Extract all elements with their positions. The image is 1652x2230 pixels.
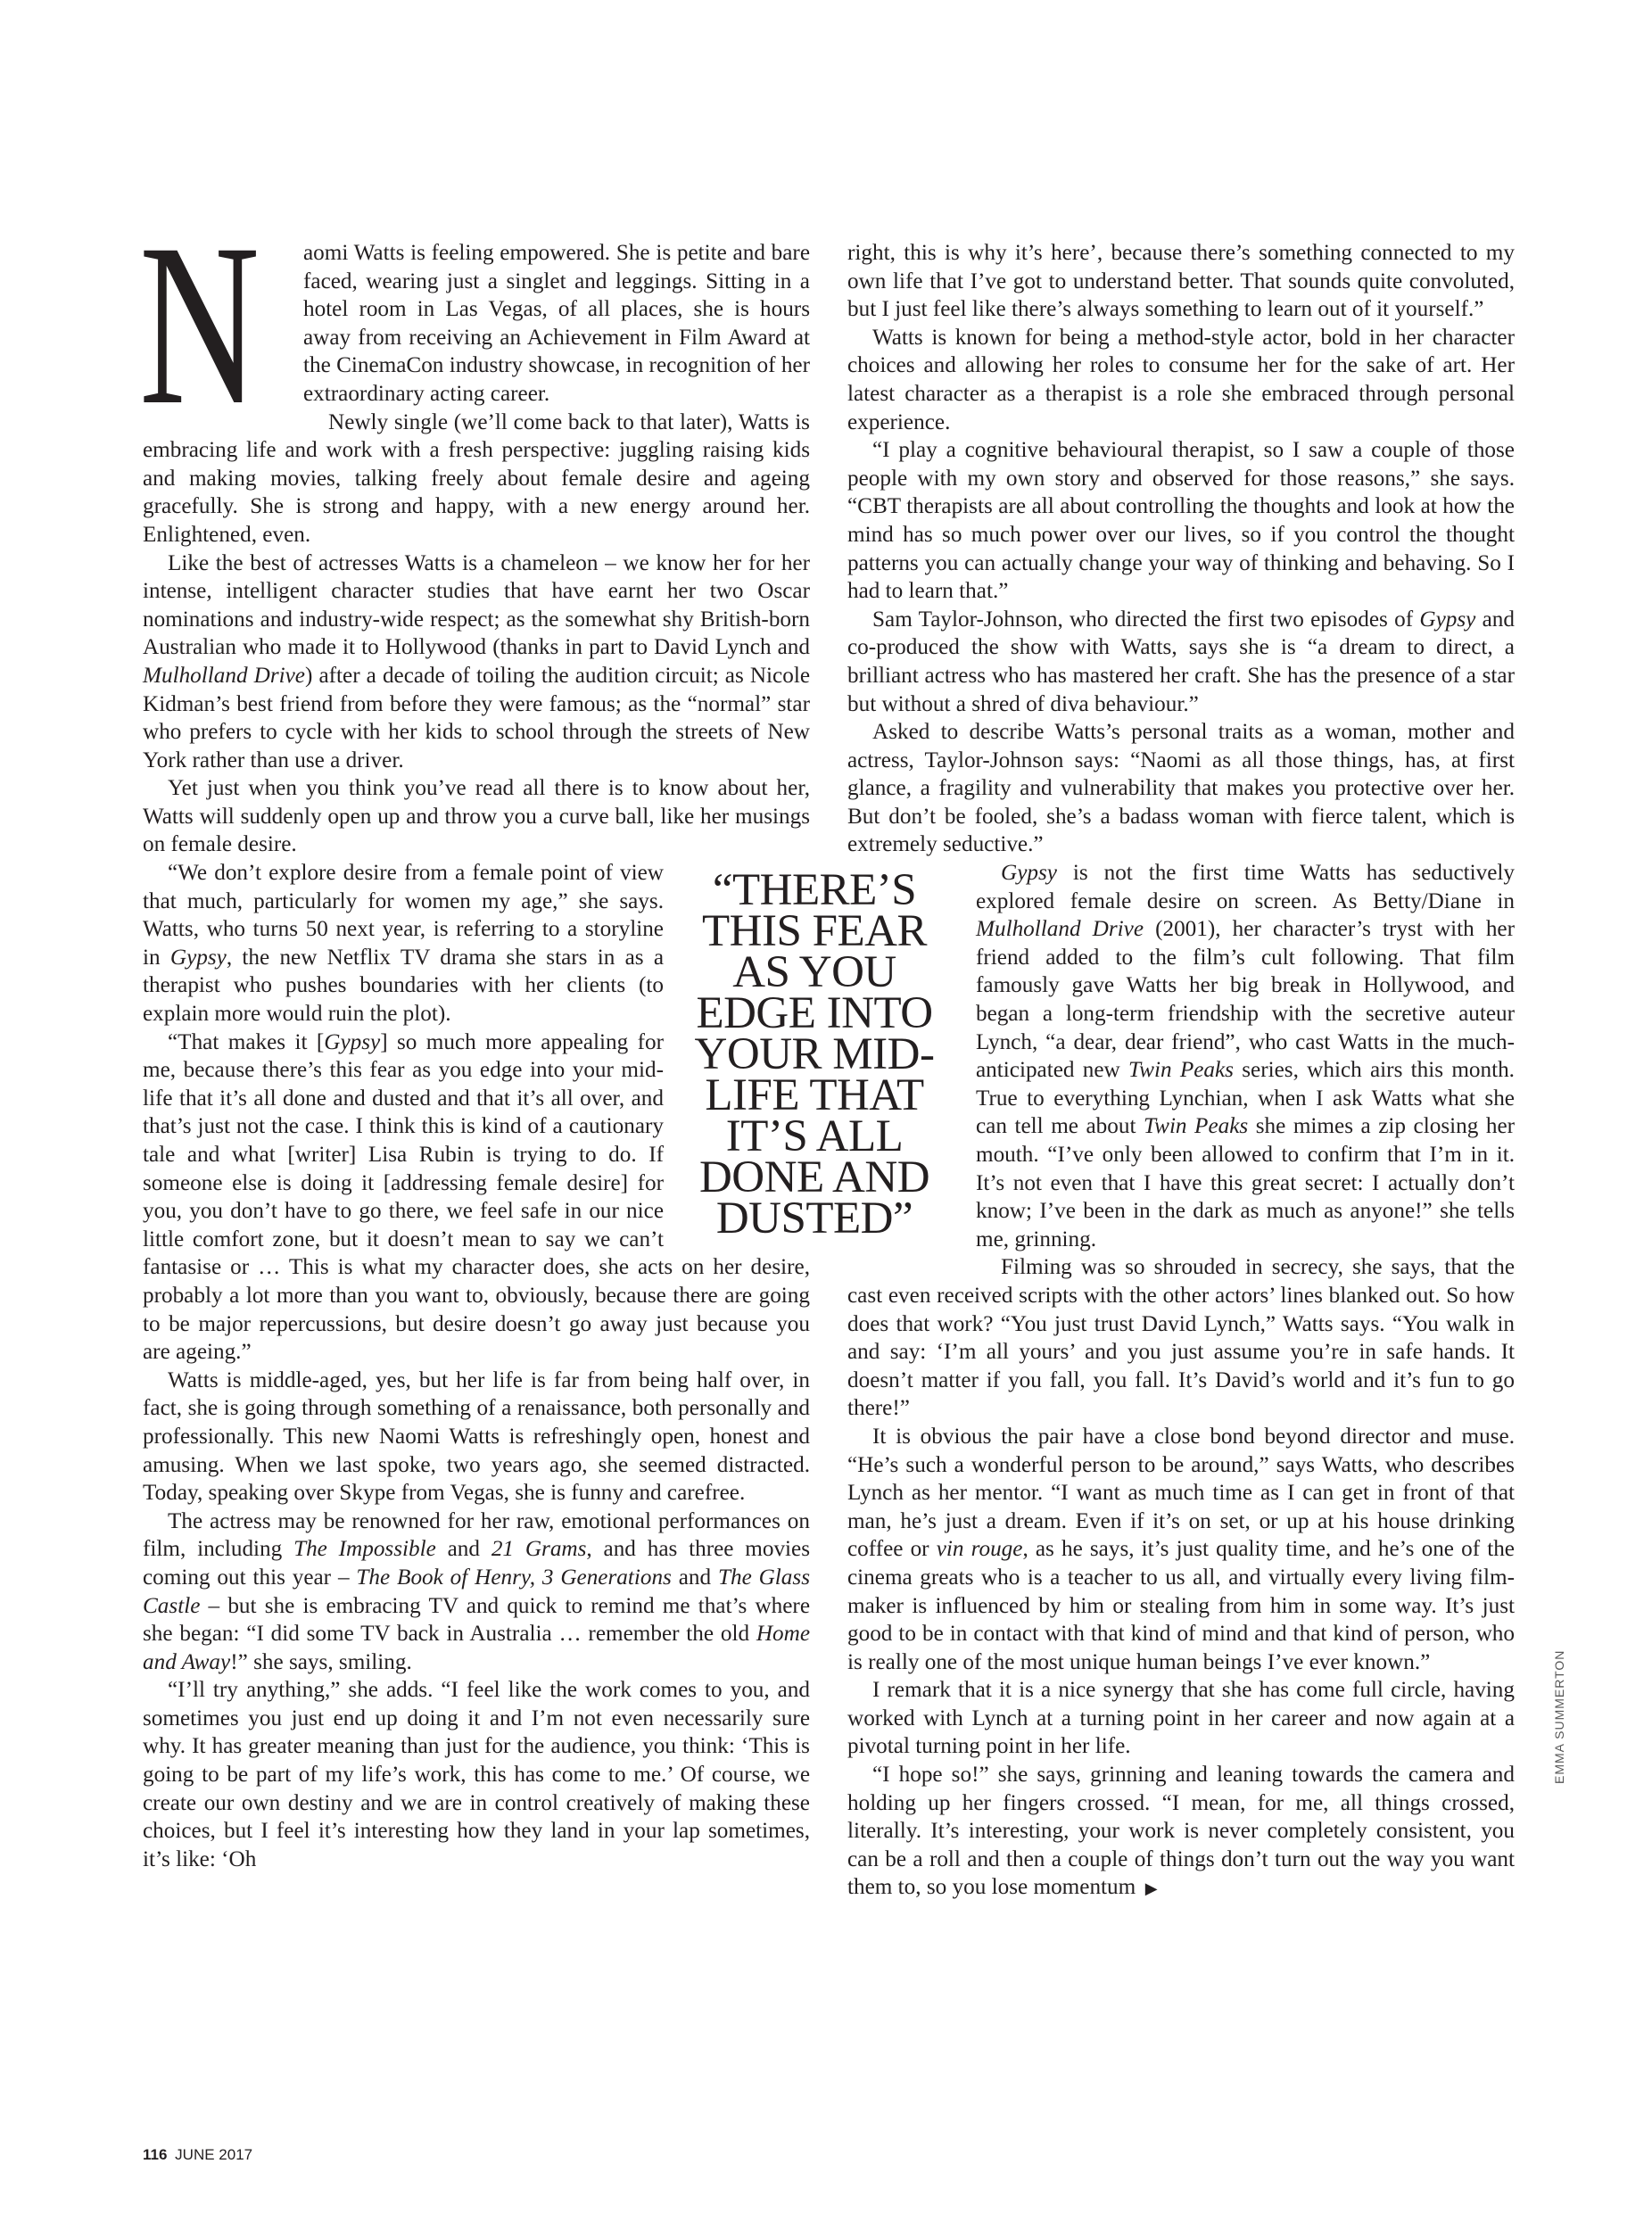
photo-credit: EMMA SUMMERTON: [1552, 1649, 1566, 1784]
article-paragraph: Gypsy is not the first time Watts has seductively explored female desire on screen. As Betty/Diane in Mulholland Drive (2001), her character’s tryst with her friend added to the film’s cult following. That film famously gave Watts her big break in Hollywood, and began a long-term friendship with the secretive auteur Lynch, “a dear, dear friend”, who cast Watts in the much-anticipated new Twin Peaks series, which airs this month. True to everything Lynchian, when I ask Watts what she can tell me about Twin Peaks she mimes a zip closing her mouth. “I’ve only been allowed to confirm that I’m in it. It’s not even that I have this great secret: I actually don’t know; I’ve been in the dark as much as anyone!” she tells me, grinning.: [976, 861, 1516, 1251]
page-footer: [143, 2146, 252, 2164]
article-paragraph: Watts is known for being a method-style actor, bold in her character choices and allowing her roles to consume her for the sake of art. Her latest character as a therapist is a role she embraced through personal experience.: [847, 325, 1515, 434]
article-paragraph: “I hope so!” she says, grinning and leaning towards the camera and holding up her fingers crossed. “I mean, for me, all things crossed, literally. It’s interesting, your work is never completely consistent, you can be a roll and then a couple of things don’t turn out the way you want them to, so you lose momentum ▶: [847, 1763, 1515, 1900]
article-paragraph: It is obvious the pair have a close bond beyond director and muse. “He’s such a wonderful person to be around,” says Watts, who describes Lynch as her mentor. “I want as much time as I can get in front of that man, he’s just a dream. Even if it’s on set, or up at his house drinking coffee or vin rouge, as he says, it’s just quality time, and he’s one of the cinema greats who is a teacher to us all, and virtually every living film-maker is influenced by him or stealing from him in some way. It’s just good to be in contact with that kind of mind and that kind of person, who is really one of the most unique human beings I’ve ever known.”: [847, 1424, 1515, 1674]
continue-arrow-icon: ▶: [1141, 1879, 1158, 1898]
article-paragraph: aomi Watts is feeling empowered. She is petite and bare faced, wearing just a singlet and leggings. Sitting in a hotel room in Las Vegas, of all places, she is hours away from receiving an Achievement in Film Award at the CinemaCon industry showcase, in recognition of her extraordinary acting career.: [303, 241, 810, 406]
article-paragraph: Sam Taylor-Johnson, who directed the first two episodes of Gypsy and co-produced the show with Watts, says she is “a dream to direct, a brilliant actress who has mastered her craft. She has the presence of a star but without a shred of diva behaviour.”: [847, 607, 1515, 716]
article-column-left: [139, 196, 935, 1873]
pull-quote-gutter: [847, 859, 963, 1264]
article-paragraph: “I play a cognitive behavioural therapist, so I saw a couple of those people with my own story and observed for those reasons,” she says. “CBT therapists are all about controlling the thoughts and look at how the mind has so much power over our lives, so if you control the thought patterns you can actually change your way of thinking and behaving. So I had to learn that.”: [847, 438, 1515, 604]
article-paragraph: Like the best of actresses Watts is a chameleon – we know her for her intense, intelligent character studies that have earnt her two Oscar nominations and industry-wide respect; as the somewhat shy British-born Australian who made it to Hollywood (thanks in part to David Lynch and Mulholland Drive) after a decade of toiling the audition circuit; as Nicole Kidman’s best friend from before they were famous; as the “normal” star who prefers to cycle with her kids to school through the streets of New York rather than use a driver.: [143, 550, 810, 772]
pull-quote: “THERE’S THIS FEAR AS YOU EDGE INTO YOUR MID-LIFE THAT IT’S ALL DONE AND DUSTED”: [694, 865, 935, 1244]
article-paragraph: “We don’t explore desire from a female point of view that much, particularly for women my age,” she says. Watts, who turns 50 next year, is referring to a storyline in Gypsy, the new Netflix TV drama she stars in as a therapist who pushes boundaries with her clients (to explain more would ruin the plot).: [143, 861, 665, 1027]
article-paragraph: Newly single (we’ll come back to that later), Watts is embracing life and work with a fresh perspective: juggling raising kids and making movies, talking freely about female desire and ageing gracefully. She is strong and happy, with a new energy around her. Enlightened, even.: [143, 409, 810, 547]
article-paragraph: Filming was so shrouded in secrecy, she says, that the cast even received scripts with the other actors’ lines blanked out. So how does that work? “You just trust David Lynch,” Watts says. “You walk in and say: ‘I’m all yours’ and you just assume you’re in safe hands. It doesn’t matter if you fall, you fall. It’s David’s world and it’s fun to go there!”: [847, 1255, 1515, 1421]
issue-date: JUNE 2017: [175, 2146, 253, 2163]
article-paragraph: Asked to describe Watts’s personal traits as a woman, mother and actress, Taylor-Johnson says: “Naomi as all those things, has, at first glance, a fragility and vulnerability that makes you protective over her. But don’t be fooled, she’s a badass woman with fierce talent, which is extremely seductive.”: [847, 720, 1515, 857]
article-paragraph: Yet just when you think you’ve read all there is to know about her, Watts will suddenly open up and throw you a curve ball, like her musings on female desire.: [143, 776, 810, 857]
article-column-right: [847, 239, 1515, 1904]
article-paragraph: I remark that it is a nice synergy that she has come full circle, having worked with Lynch at a turning point in her career and now again at a pivotal turning point in her life.: [847, 1678, 1515, 1759]
article-paragraph: right, this is why it’s here’, because there’s something connected to my own life that I’ve got to understand better. That sounds quite convoluted, but I just feel like there’s always something to learn out of it yourself.”: [847, 241, 1515, 322]
article-paragraph: The actress may be renowned for her raw, emotional performances on film, including The Impossible and 21 Grams, and has three movies coming out this year – The Book of Henry, 3 Generations and The Glass Castle – but she is embracing TV and quick to remind me that’s where she began: “I did some TV back in Australia … remember the old Home and Away!” she says, smiling.: [143, 1508, 811, 1674]
article-paragraph: “That makes it [Gypsy] so much more appealing for me, because there’s this fear as you edge into your mid-life that it’s all done and dusted and that it’s all over, and that’s just not the case. I think this is kind of a cautionary tale and what [writer] Lisa Rubin is trying to do. If someone else is doing it [addressing female desire] for you, you don’t have to go there, we feel safe in our nice little comfort zone, but it doesn’t mean to say we can’t fantasise or … This is what my character does, she acts on her desire, probably a lot more than you want to, obviously, because there are going to be major repercussions, but desire doesn’t go away just because you are ageing.”: [143, 1029, 810, 1365]
drop-cap: N: [139, 196, 260, 453]
article-paragraph: Watts is middle-aged, yes, but her life is far from being half over, in fact, she is going through something of a renaissance, both personally and professionally. This new Naomi Watts is refreshingly open, honest and amusing. When we last spoke, two years ago, she seemed distracted. Today, speaking over Skype from Vegas, she is funny and carefree.: [143, 1367, 810, 1506]
page-number: 116: [143, 2146, 168, 2163]
article-paragraph: “I’ll try anything,” she adds. “I feel like the work comes to you, and sometimes you just end up doing it and I’m not even necessarily sure why. It has greater meaning than just for the audience, you think: ‘This is going to be part of my life’s work, this has come to me.’ Of course, we create our own destiny and we are in control creatively of making these choices, but I feel it’s interesting how they land in your lap sometimes, it’s like: ‘Oh: [143, 1678, 810, 1871]
